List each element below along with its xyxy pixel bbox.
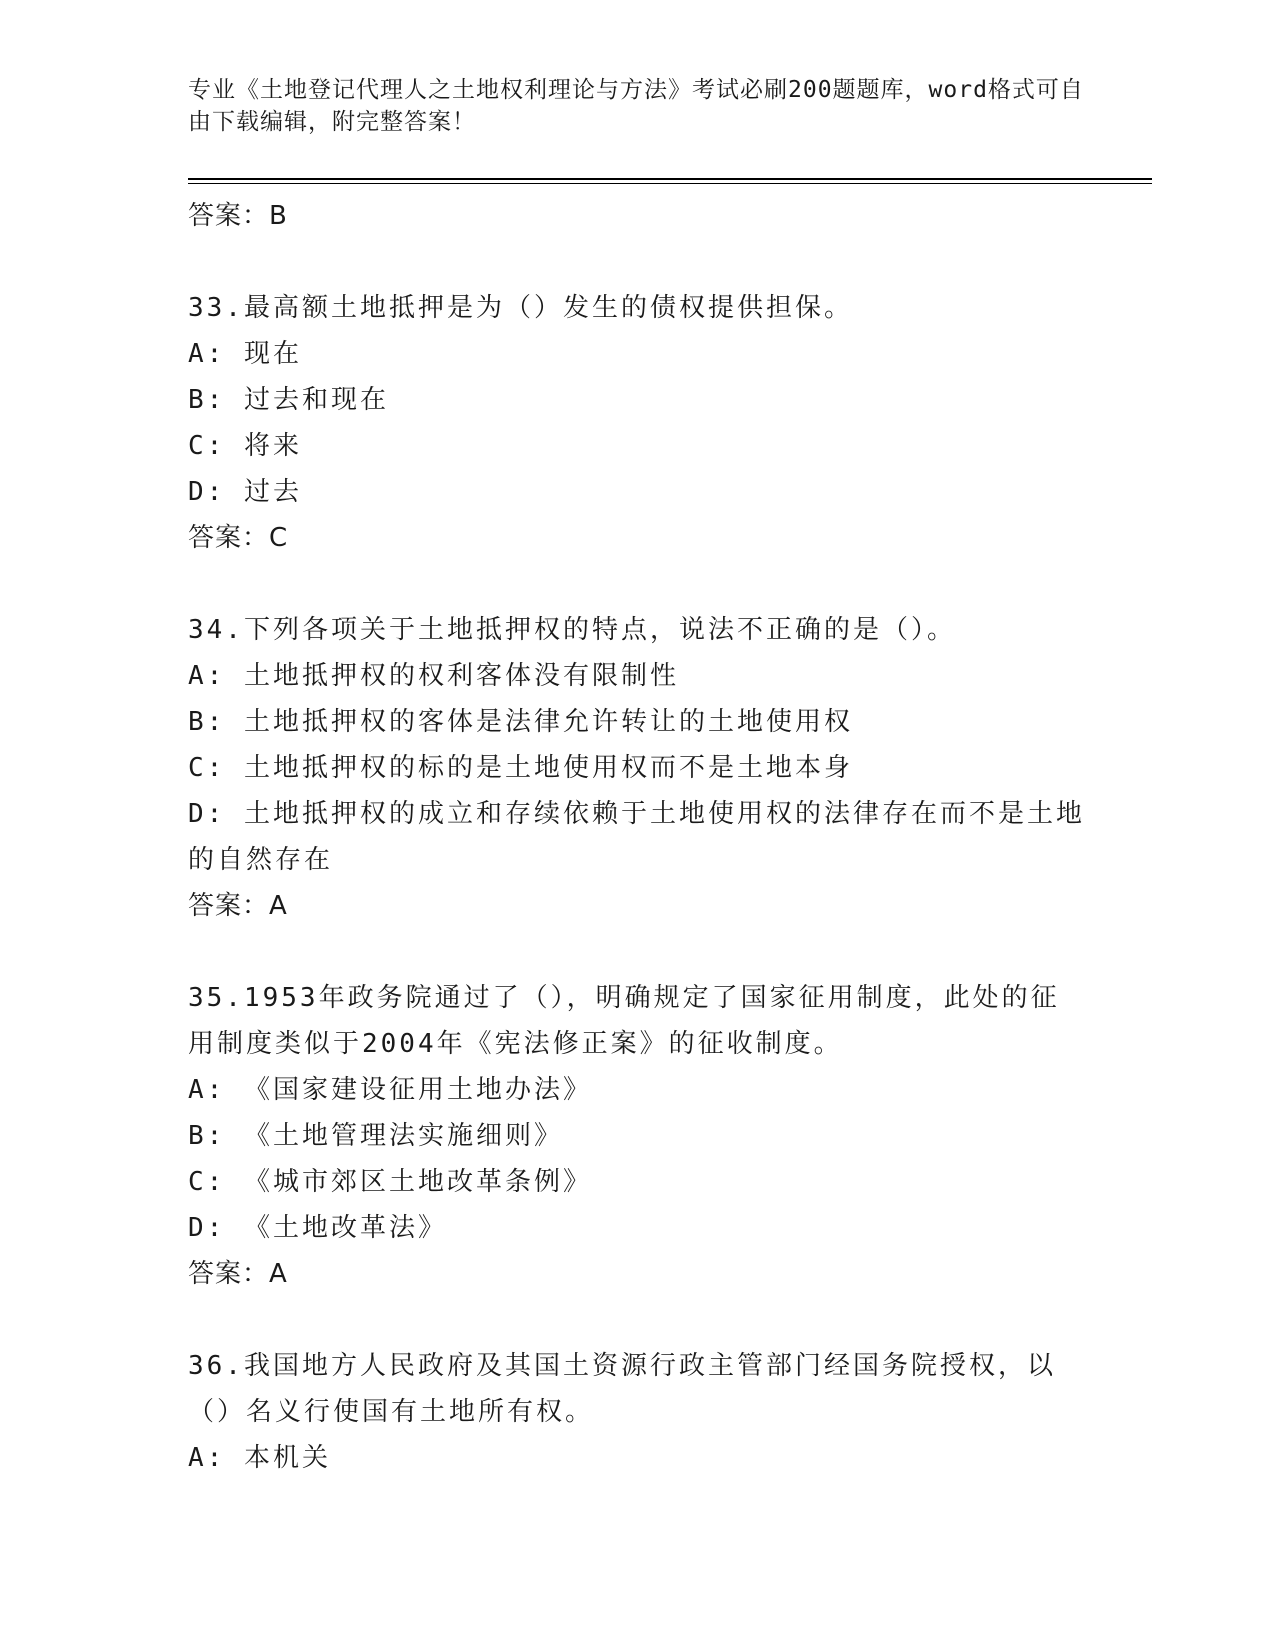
question-stem: 36.我国地方人民政府及其国土资源行政主管部门经国务院授权，以（）名义行使国有土地所有权。	[188, 1351, 1056, 1427]
question-stem: 33.最高额土地抵押是为（）发生的债权提供担保。	[188, 293, 853, 323]
spacer	[188, 239, 1088, 285]
question-block	[188, 607, 1088, 929]
option-d: D: 《土地改革法》	[188, 1213, 447, 1243]
option-c: C: 土地抵押权的标的是土地使用权而不是土地本身	[188, 753, 853, 783]
header-divider-thick	[188, 178, 1152, 180]
option-a: A: 现在	[188, 339, 302, 369]
option-b: B: 过去和现在	[188, 385, 389, 415]
option-a: A: 土地抵押权的权利客体没有限制性	[188, 661, 679, 691]
question-answer: 答案：A	[188, 891, 288, 921]
question-stem: 34.下列各项关于土地抵押权的特点，说法不正确的是（）。	[188, 615, 956, 645]
question-answer: 答案：A	[188, 1259, 288, 1289]
option-c: C: 《城市郊区土地改革条例》	[188, 1167, 592, 1197]
question-block	[188, 1343, 1088, 1481]
option-d: D: 过去	[188, 477, 302, 507]
option-c: C: 将来	[188, 431, 302, 461]
question-block	[188, 975, 1088, 1297]
question-block	[188, 285, 1088, 561]
option-a: A: 《国家建设征用土地办法》	[188, 1075, 592, 1105]
option-b: B: 土地抵押权的客体是法律允许转让的土地使用权	[188, 707, 853, 737]
spacer	[188, 1297, 1088, 1343]
option-a: A: 本机关	[188, 1443, 331, 1473]
spacer	[188, 561, 1088, 607]
document-header: 专业《土地登记代理人之土地权利理论与方法》考试必刷200题题库，word格式可自由下载编辑，附完整答案！	[188, 77, 1084, 135]
previous-answer: 答案：B	[188, 201, 288, 231]
question-answer: 答案：C	[188, 523, 289, 553]
question-stem: 35.1953年政务院通过了（），明确规定了国家征用制度，此处的征用制度类似于2004年《宪法修正案》的征收制度。	[188, 983, 1060, 1059]
header-divider-thin	[188, 183, 1152, 184]
option-b: B: 《土地管理法实施细则》	[188, 1121, 563, 1151]
spacer	[188, 929, 1088, 975]
option-d: D: 土地抵押权的成立和存续依赖于土地使用权的法律存在而不是土地的自然存在	[188, 799, 1085, 875]
document-body	[188, 193, 1088, 1481]
